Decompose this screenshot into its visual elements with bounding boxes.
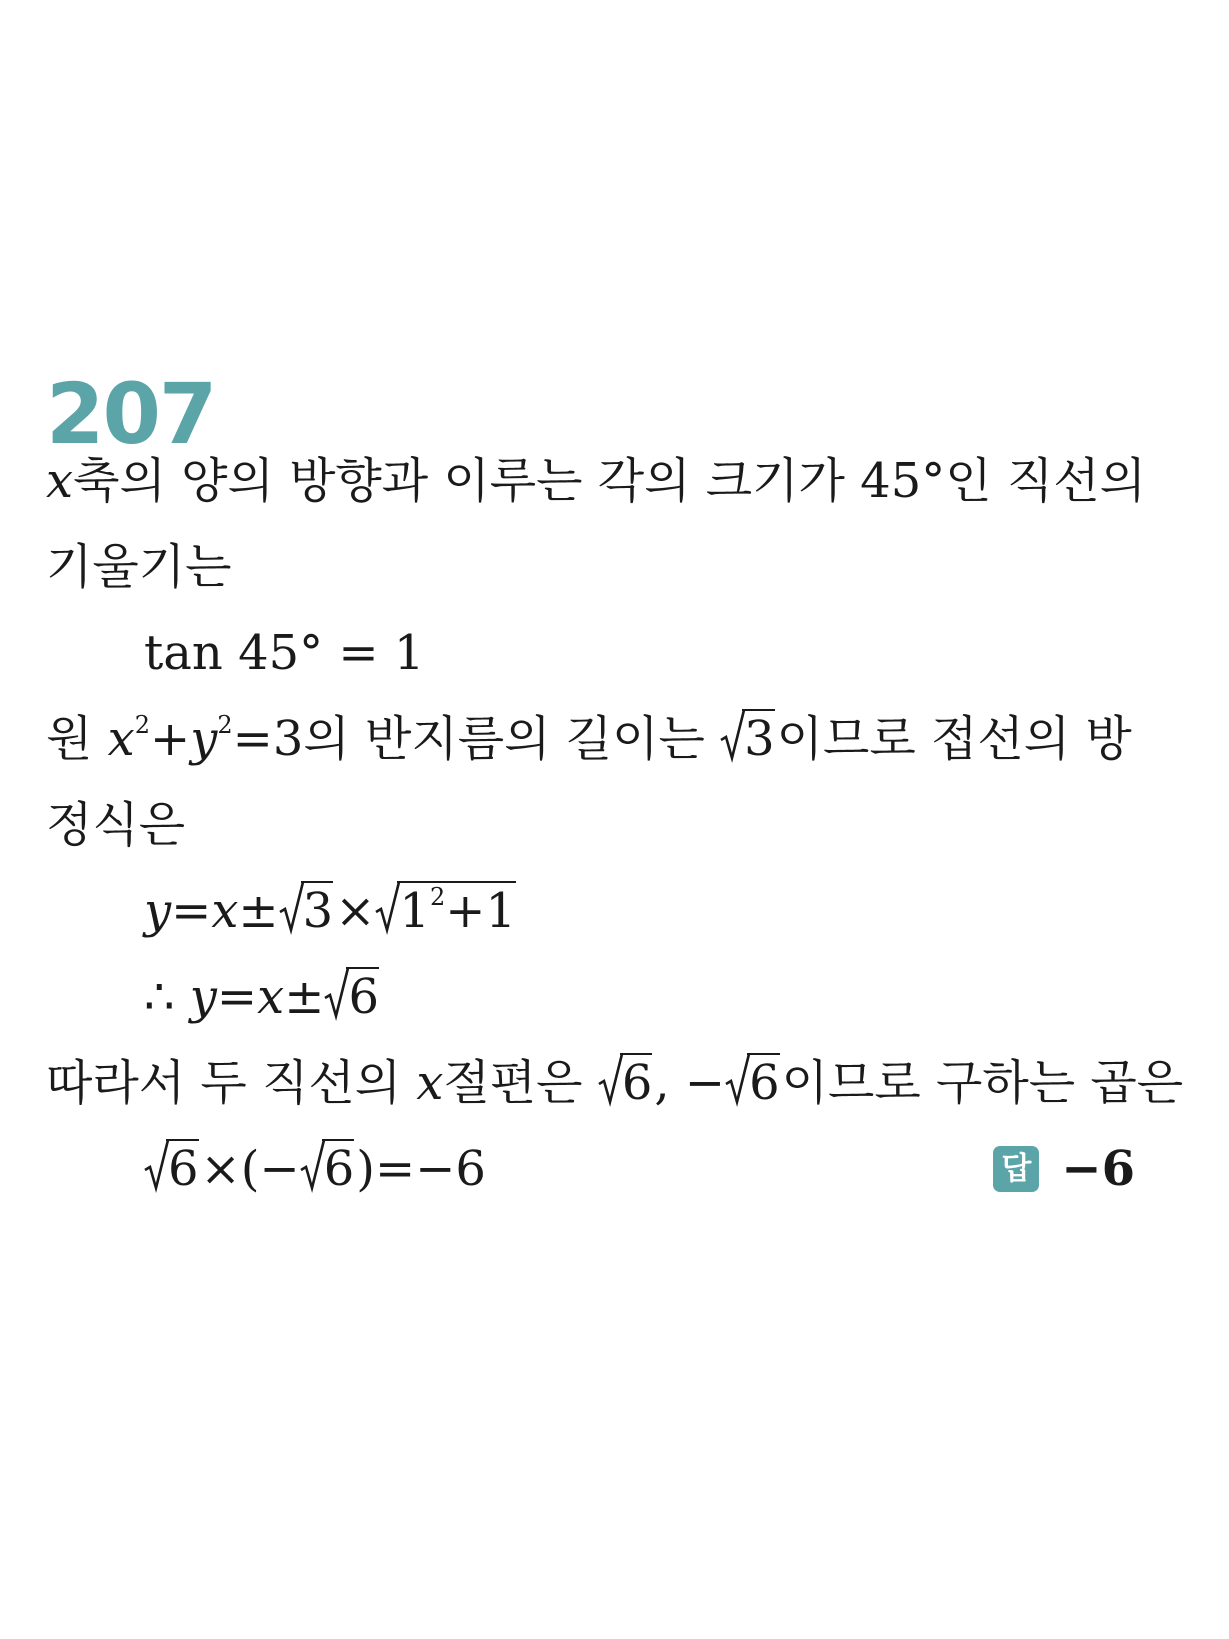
times-sign: × <box>335 883 376 939</box>
radicand: 6 <box>168 1141 199 1197</box>
plus-minus: ± <box>284 969 325 1025</box>
solution-line-5: 정식은 <box>46 797 186 853</box>
sqrt <box>324 962 379 1032</box>
solution-line-4 <box>46 704 1132 774</box>
solution-line-8 <box>46 1048 1183 1118</box>
problem-number: 207 <box>46 365 216 463</box>
times-open: ×(− <box>200 1141 300 1197</box>
text: 축의 양의 방향과 이루는 각의 크기가 <box>73 453 861 509</box>
sqrt-sign-icon <box>300 1128 326 1194</box>
text: 따라서 두 직선의 <box>46 1055 417 1111</box>
exponent: 2 <box>134 711 150 739</box>
var-y: y <box>189 969 217 1025</box>
text: 인 직선의 <box>945 453 1146 509</box>
text: 절편은 <box>443 1055 598 1111</box>
sqrt <box>279 876 334 946</box>
var-x: x <box>107 711 135 767</box>
sqrt-sign-icon <box>375 870 401 936</box>
sqrt <box>720 704 775 774</box>
equation-result <box>144 962 381 1032</box>
var-y: y <box>190 711 218 767</box>
radicand-base: 1 <box>399 883 430 939</box>
angle-value: 45° <box>860 453 946 509</box>
radicand: 3 <box>302 883 334 939</box>
equals-three: =3 <box>232 711 304 767</box>
equals-sign: = <box>171 883 212 939</box>
text: 원 <box>46 711 108 767</box>
sqrt-sign-icon <box>324 956 350 1022</box>
sqrt <box>300 1134 355 1204</box>
sqrt <box>144 1134 199 1204</box>
radicand: 6 <box>348 969 379 1025</box>
sqrt-sign-icon <box>279 870 305 936</box>
sqrt <box>598 1048 653 1118</box>
plus-minus: ± <box>238 883 279 939</box>
var-x: x <box>211 883 239 939</box>
answer-badge: 답 <box>993 1146 1039 1192</box>
solution-line-1 <box>46 446 1146 516</box>
sqrt <box>725 1048 780 1118</box>
var-x: x <box>257 969 285 1025</box>
var-x: x <box>46 453 74 509</box>
sqrt-sign-icon <box>720 698 746 764</box>
text: 이므로 구하는 곱은 <box>781 1055 1184 1111</box>
equation-tangent <box>144 876 518 946</box>
text: 의 반지름의 길이는 <box>303 711 721 767</box>
equation-slope: tan 45° = 1 <box>144 625 425 681</box>
radicand-tail: +1 <box>445 883 516 939</box>
exponent: 2 <box>217 711 233 739</box>
var-y: y <box>144 883 172 939</box>
radicand: 6 <box>323 1141 355 1197</box>
answer <box>993 1134 1135 1204</box>
radicand: 3 <box>744 711 775 767</box>
sqrt-sign-icon <box>725 1042 751 1108</box>
sqrt-sign-icon <box>598 1042 624 1108</box>
radicand: 6 <box>621 1055 653 1111</box>
radicand: 6 <box>749 1055 780 1111</box>
text: 이므로 접선의 방 <box>776 711 1132 767</box>
equals-sign: = <box>216 969 258 1025</box>
therefore-sign: ∴ <box>144 969 190 1025</box>
result: )=−6 <box>356 1141 486 1197</box>
exponent: 2 <box>429 883 446 911</box>
comma-minus: , − <box>654 1055 726 1111</box>
sqrt <box>375 876 516 946</box>
plus-sign: + <box>150 711 191 767</box>
answer-value: −6 <box>1061 1141 1135 1197</box>
equation-product <box>144 1134 486 1204</box>
sqrt-sign-icon <box>144 1128 170 1194</box>
var-x: x <box>416 1055 444 1111</box>
solution-line-2: 기울기는 <box>46 539 232 595</box>
